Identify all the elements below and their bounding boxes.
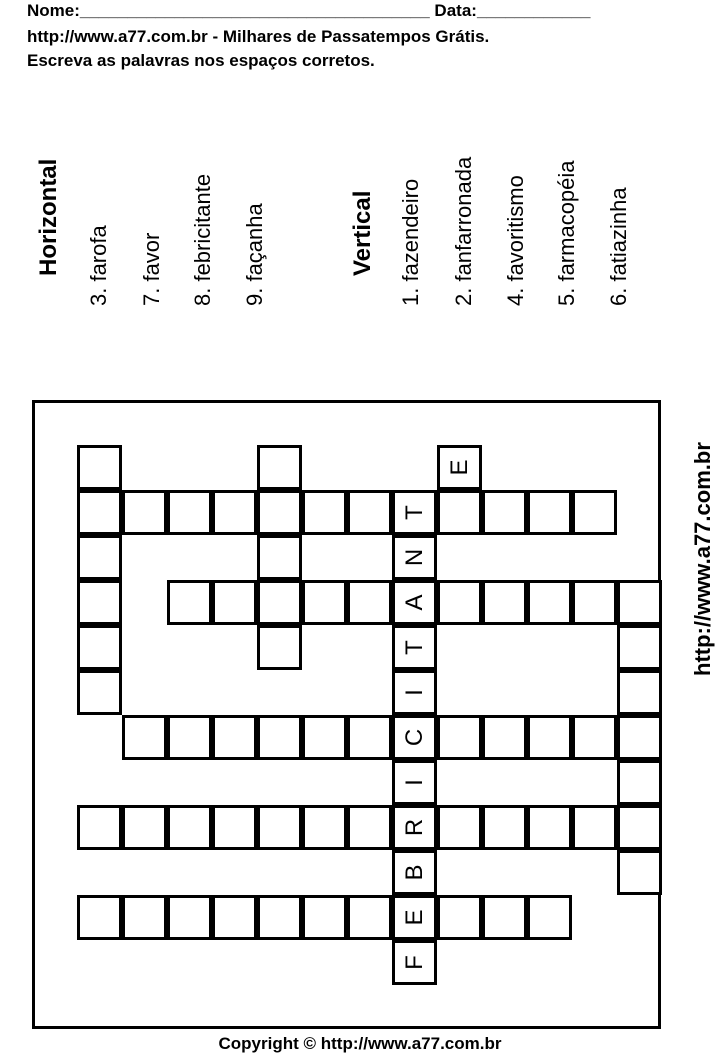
grid-cell[interactable] — [392, 805, 437, 850]
grid-cell[interactable] — [257, 580, 302, 625]
grid-letter: R — [400, 818, 428, 837]
grid-cell[interactable] — [122, 715, 167, 760]
grid-cell[interactable] — [392, 490, 437, 535]
grid-cell[interactable] — [347, 490, 392, 535]
grid-cell[interactable] — [212, 805, 257, 850]
grid-letter: C — [400, 728, 428, 747]
grid-cell[interactable] — [527, 580, 572, 625]
grid-cell[interactable] — [617, 805, 662, 850]
vertical-clue: 1. fazendeiro — [398, 178, 423, 306]
grid-cell[interactable] — [167, 805, 212, 850]
grid-cell[interactable] — [167, 490, 212, 535]
grid-cell[interactable] — [347, 580, 392, 625]
grid-cell[interactable] — [482, 715, 527, 760]
grid-cell[interactable] — [392, 940, 437, 985]
grid-cell[interactable] — [392, 670, 437, 715]
horizontal-clue: 9. façanha — [242, 203, 267, 306]
clue-list — [0, 0, 720, 360]
grid-cell[interactable] — [257, 490, 302, 535]
grid-cell[interactable] — [257, 625, 302, 670]
grid-cell[interactable] — [482, 490, 527, 535]
grid-cell[interactable] — [302, 805, 347, 850]
grid-cell[interactable] — [347, 805, 392, 850]
vertical-clue: 4. favoritismo — [503, 175, 528, 306]
grid-cell[interactable] — [77, 445, 122, 490]
grid-cell[interactable] — [77, 625, 122, 670]
grid-cell[interactable] — [347, 715, 392, 760]
grid-cell[interactable] — [392, 895, 437, 940]
grid-cell[interactable] — [392, 625, 437, 670]
grid-cell[interactable] — [437, 715, 482, 760]
grid-cell[interactable] — [527, 895, 572, 940]
horizontal-clue: 8. febricitante — [190, 173, 215, 306]
grid-letter: A — [400, 594, 428, 611]
vertical-clue: 2. fanfarronada — [451, 156, 476, 306]
grid-cell[interactable] — [572, 490, 617, 535]
grid-cell[interactable] — [617, 580, 662, 625]
grid-cell[interactable] — [437, 895, 482, 940]
grid-cell[interactable] — [617, 850, 662, 895]
grid-cell[interactable] — [302, 895, 347, 940]
grid-cell[interactable] — [572, 580, 617, 625]
grid-cell[interactable] — [212, 580, 257, 625]
grid-letter: E — [445, 459, 473, 476]
grid-cell[interactable] — [77, 895, 122, 940]
side-url: http://www.a77.com.br — [690, 442, 715, 676]
grid-cell[interactable] — [572, 715, 617, 760]
grid-cell[interactable] — [77, 805, 122, 850]
grid-cell[interactable] — [482, 895, 527, 940]
grid-cell[interactable] — [527, 805, 572, 850]
grid-cell[interactable] — [437, 580, 482, 625]
grid-cell[interactable] — [392, 760, 437, 805]
horizontal-clue: 7. favor — [139, 232, 164, 306]
grid-letter: T — [400, 640, 428, 655]
grid-cell[interactable] — [392, 715, 437, 760]
grid-cell[interactable] — [122, 895, 167, 940]
grid-cell[interactable] — [212, 895, 257, 940]
grid-letter: N — [400, 548, 428, 567]
site-line: http://www.a77.com.br - Milhares de Passatempos Grátis. — [27, 27, 490, 46]
grid-cell[interactable] — [122, 805, 167, 850]
grid-letter: I — [400, 779, 428, 786]
grid-cell[interactable] — [257, 805, 302, 850]
grid-cell[interactable] — [527, 490, 572, 535]
grid-cell[interactable] — [167, 715, 212, 760]
grid-cell[interactable] — [347, 895, 392, 940]
grid-cell[interactable] — [122, 490, 167, 535]
grid-cell[interactable] — [482, 580, 527, 625]
grid-cell[interactable] — [617, 715, 662, 760]
grid-cell[interactable] — [392, 535, 437, 580]
grid-cell[interactable] — [212, 715, 257, 760]
grid-letter: E — [400, 909, 428, 926]
grid-cell[interactable] — [77, 490, 122, 535]
grid-cell[interactable] — [617, 670, 662, 715]
grid-cell[interactable] — [77, 535, 122, 580]
grid-letter: I — [400, 689, 428, 696]
grid-cell[interactable] — [527, 715, 572, 760]
horizontal-clue: 3. farofa — [86, 225, 111, 306]
grid-cell[interactable] — [257, 445, 302, 490]
grid-letter: F — [400, 955, 428, 970]
grid-cell[interactable] — [392, 580, 437, 625]
grid-cell[interactable] — [167, 895, 212, 940]
grid-cell[interactable] — [257, 535, 302, 580]
grid-cell[interactable] — [212, 490, 257, 535]
grid-cell[interactable] — [617, 760, 662, 805]
grid-cell[interactable] — [437, 490, 482, 535]
copyright: Copyright © http://www.a77.com.br — [218, 1034, 502, 1053]
grid-cell[interactable] — [302, 580, 347, 625]
grid-cell[interactable] — [77, 580, 122, 625]
grid-cell[interactable] — [482, 805, 527, 850]
vertical-clue: 5. farmacopéia — [554, 160, 579, 306]
instructions: Escreva as palavras nos espaços corretos. — [27, 51, 375, 70]
grid-letter: B — [400, 864, 428, 881]
grid-cell[interactable] — [617, 625, 662, 670]
horizontal-title: Horizontal — [35, 158, 62, 276]
grid-cell[interactable] — [167, 580, 212, 625]
grid-cell[interactable] — [257, 715, 302, 760]
grid-cell[interactable] — [302, 490, 347, 535]
name-date-line: Nome:_____________________________________ Data:____________ — [27, 1, 591, 20]
vertical-title: Vertical — [349, 190, 376, 276]
grid-cell[interactable] — [572, 805, 617, 850]
vertical-clue: 6. fatiazinha — [606, 187, 631, 306]
grid-cell[interactable] — [302, 715, 347, 760]
grid-cell[interactable] — [437, 445, 482, 490]
grid-cell[interactable] — [437, 805, 482, 850]
grid-cell[interactable] — [257, 895, 302, 940]
grid-cell[interactable] — [392, 850, 437, 895]
grid-cell[interactable] — [77, 670, 122, 715]
grid-letter: T — [400, 505, 428, 520]
